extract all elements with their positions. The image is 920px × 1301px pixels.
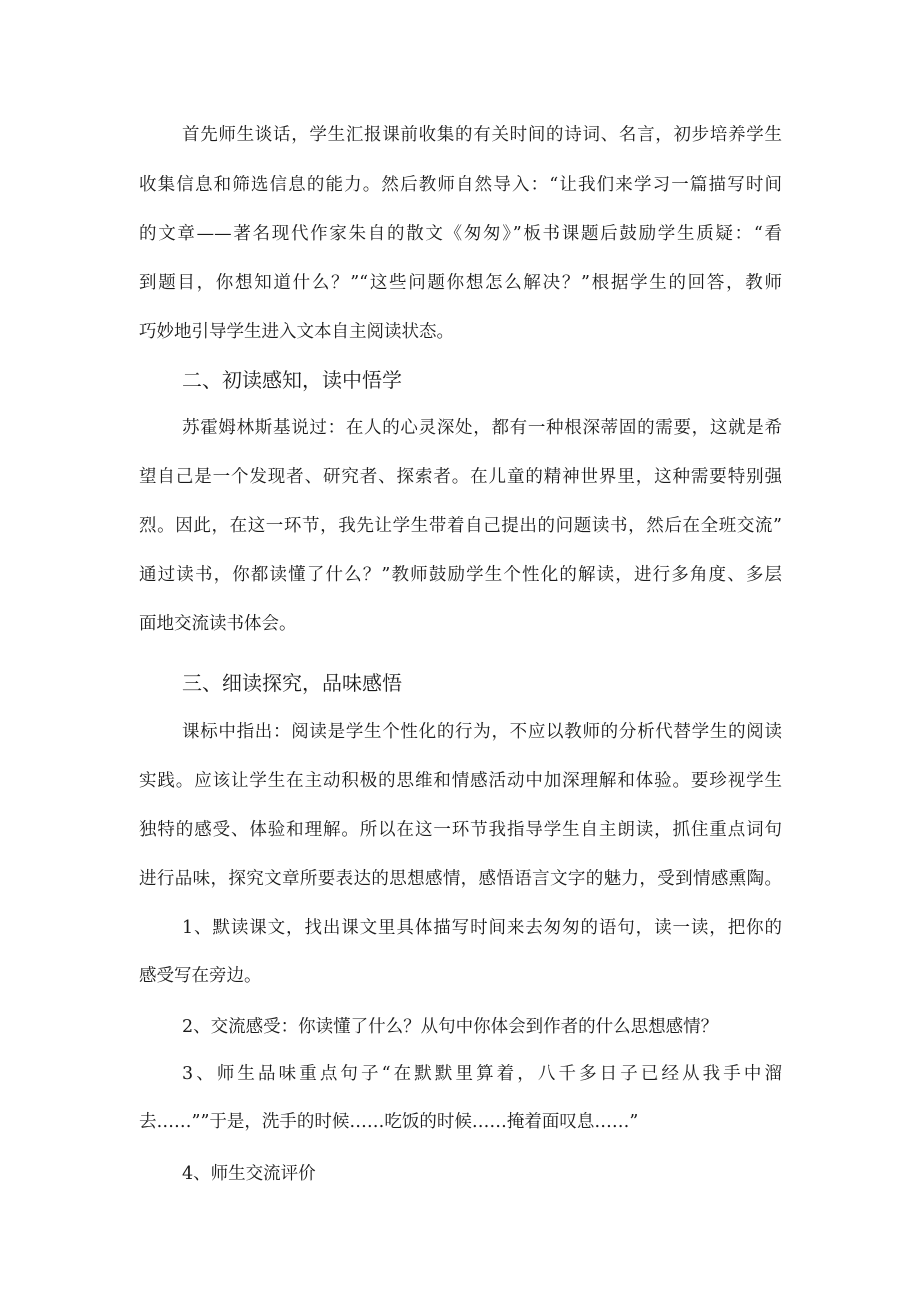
list-item: 2、交流感受：你读懂了什么？从句中你体会到作者的什么思想感情？ xyxy=(182,1017,719,1037)
section-heading: 三、细读探究，品味感悟 xyxy=(182,671,402,695)
list-item: 4、师生交流评价 xyxy=(182,1164,316,1184)
text-line: 收集信息和筛选信息的能力。然后教师自然导入：“让我们来学习一篇描写时间 xyxy=(139,175,782,195)
text-line: 通过读书，你都读懂了什么？”教师鼓励学生个性化的解读，进行多角度、多层 xyxy=(139,565,782,585)
text-line: 的文章——著名现代作家朱自的散文《匆匆》”板书课题后鼓励学生质疑：“看 xyxy=(139,224,782,244)
section-heading: 二、初读感知，读中悟学 xyxy=(182,368,402,392)
text-line: 3、师生品味重点句子“在默默里算着，八千多日子已经从我手中溜 xyxy=(182,1064,782,1084)
text-line: 巧妙地引导学生进入文本自主阅读状态。 xyxy=(139,322,454,342)
text-line: 烈。因此，在这一环节，我先让学生带着自己提出的问题读书，然后在全班交流” xyxy=(139,516,782,536)
text-line: 独特的感受、体验和理解。所以在这一环节我指导学生自主朗读，抓住重点词句 xyxy=(139,820,782,840)
text-line: 进行品味，探究文章所要表达的思想感情，感悟语言文字的魅力，受到情感熏陶。 xyxy=(139,869,782,889)
text-line: 到题目，你想知道什么？”“这些问题你想怎么解决？”根据学生的回答，教师 xyxy=(139,273,782,293)
text-line: 课标中指出：阅读是学生个性化的行为，不应以教师的分析代替学生的阅读 xyxy=(182,722,782,742)
text-line: 去……””于是，洗手的时候……吃饭的时候……掩着面叹息……” xyxy=(139,1112,639,1132)
text-line: 感受写在旁边。 xyxy=(139,966,262,986)
text-line: 首先师生谈话，学生汇报课前收集的有关时间的诗词、名言，初步培养学生 xyxy=(182,125,782,145)
text-line: 苏霍姆林斯基说过：在人的心灵深处，都有一种根深蒂固的需要，这就是希 xyxy=(182,418,782,438)
text-line: 望自己是一个发现者、研究者、探索者。在儿童的精神世界里，这种需要特别强 xyxy=(139,467,782,487)
text-line: 面地交流读书体会。 xyxy=(139,614,297,634)
text-line: 实践。应该让学生在主动积极的思维和情感活动中加深理解和体验。要珍视学生 xyxy=(139,771,782,791)
text-line: 1、默读课文，找出课文里具体描写时间来去匆匆的语句，读一读，把你的 xyxy=(182,918,782,938)
